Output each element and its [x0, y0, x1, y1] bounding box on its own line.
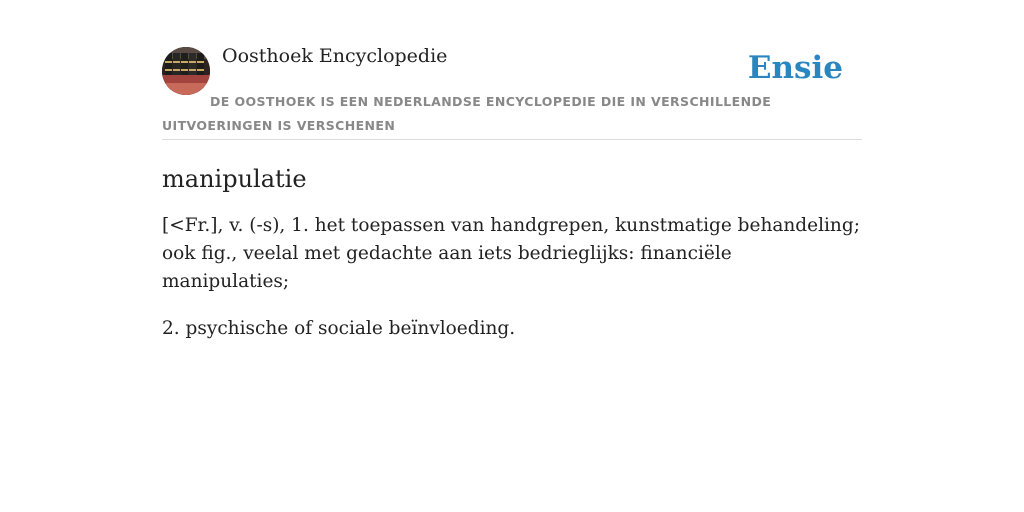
site-title-link[interactable]: Oosthoek Encyclopedie — [222, 45, 448, 67]
header — [162, 0, 862, 140]
entry-definition: 2. psychische of sociale beïnvloeding. — [162, 318, 516, 339]
entry-content — [162, 160, 862, 343]
encyclopedia-books-icon[interactable] — [162, 47, 210, 95]
brand-logo-link[interactable]: Ensie — [747, 50, 843, 86]
entry-definition: [<Fr.], v. (-s), 1. het toepassen van handgrepen, kunstmatige behandeling; ook fig., veelal met gedachte aan iets bedrieglijks: financiële manipulaties; — [162, 215, 860, 292]
entry-term: manipulatie — [162, 165, 307, 193]
site-description: DE OOSTHOEK IS EEN NEDERLANDSE ENCYCLOPEDIE DIE IN VERSCHILLENDE UITVOERINGEN IS VERSCHENEN — [162, 94, 772, 133]
page — [162, 0, 862, 339]
